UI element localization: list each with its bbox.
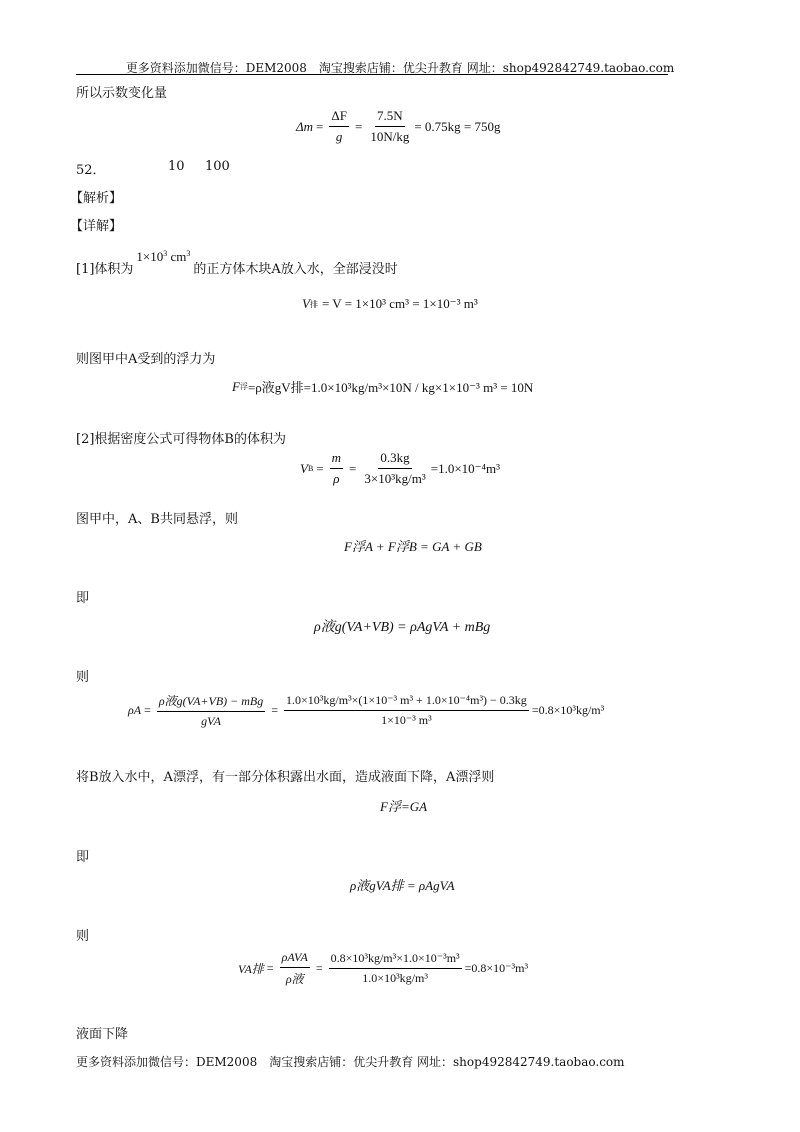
equation-3: F 浮 =ρ液gV排=1.0×10³kg/m³×10N / kg×1×10⁻³ m³ = 10N — [232, 378, 534, 395]
eq7-fraction-2: $\frac{\text{1.0×10³kg/m³×(1×10⁻³ m³ + 1.0×10⁻⁴m³) − 0.3kg}}{\text{1×10⁻³ m³}}$ — [286, 693, 527, 727]
equation-4: V B = $\frac{m}{\rho}$ = $\frac{0.3kg}{\text{3×10³kg/m³}}$ =1.0×10⁻⁴m³ — [300, 450, 501, 486]
eq1-fraction-1: $\frac{\Delta F}{g}$ — [331, 108, 347, 144]
equation-10: VA排 = $\frac{\text{ρAVA}}{\text{ρ液}}$ = $\frac{\text{0.8×10³kg/m³×1.0×10⁻³m³}}{\text{1.0×10³kg/m³}}$ =0.8×10⁻³m³ — [238, 950, 529, 986]
page-header: 更多资料添加微信号：DEM2008 淘宝搜索店铺：优尖升教育 网址：shop492842749.taobao.com — [125, 61, 675, 75]
eq1-fraction-2: $\frac{7.5N}{10N/kg}$ — [370, 108, 410, 144]
equation-2: V 排 = V = 1×10³ cm³ = 1×10⁻³ m³ — [302, 296, 478, 311]
paragraph-10: 液面下降 — [76, 1027, 129, 1042]
detail-label: 【详解】 — [70, 219, 123, 234]
eq10-fraction-2: $\frac{\text{0.8×10³kg/m³×1.0×10⁻³m³}}{\text{1.0×10³kg/m³}}$ — [330, 951, 460, 985]
page-footer: 更多资料添加微信号：DEM2008 淘宝搜索店铺：优尖升教育 网址：shop492842749.taobao.com — [76, 1055, 625, 1069]
analysis-label: 【解析】 — [70, 191, 123, 206]
paragraph-5: 即 — [76, 591, 90, 606]
text-line-1: 所以示数变化量 — [76, 86, 168, 101]
paragraph-3: [2]根据密度公式可得物体B的体积为 — [76, 432, 286, 447]
eq1-lhs: Δm — [296, 118, 314, 134]
paragraph-7: 将B放入水中，A漂浮，有一部分体积露出水面，造成液面下降，A漂浮则 — [76, 770, 495, 785]
header-rule — [76, 74, 668, 75]
question-number: 52． — [76, 163, 106, 178]
equation-9: ρ液gVA排 = ρAgVA — [350, 878, 455, 893]
answer-1: 10 — [168, 159, 185, 174]
eq1-result: = 0.75kg = 750g — [414, 118, 501, 134]
eq4-fraction-2: $\frac{0.3kg}{\text{3×10³kg/m³}}$ — [364, 450, 426, 486]
paragraph-4: 图甲中，A、B共同悬浮，则 — [76, 512, 238, 527]
equation-5: F浮A + F浮B = GA + GB — [344, 539, 482, 554]
paragraph-6: 则 — [76, 670, 90, 685]
eq7-fraction-1: $\frac{\text{ρ液g(VA+VB) − mBg}}{\text{gVA}}$ — [158, 694, 264, 728]
eq10-fraction-1: $\frac{\text{ρAVA}}{\text{ρ液}}$ — [281, 950, 308, 986]
paragraph-8: 即 — [76, 850, 90, 865]
answer-2: 100 — [205, 159, 230, 174]
equation-8: F浮=GA — [380, 799, 428, 814]
paragraph-2: 则图甲中A受到的浮力为 — [76, 352, 216, 367]
paragraph-9: 则 — [76, 929, 90, 944]
volume-value: $1\times 10^3$ $cm^3$ — [136, 249, 191, 264]
paragraph-1: [1]体积为 $1\times 10^3$ $cm^3$ 的正方体木块A放入水，全部浸没时 — [76, 249, 398, 277]
equation-7: ρA = $\frac{\text{ρ液g(VA+VB) − mBg}}{\text{gVA}}$ = $\frac{\text{1.0×10³kg/m³×(1×10⁻³ m³ + 1.0×10⁻⁴m³) − 0.3kg}}{\text{1×10⁻³ m³}}$ =0.8×10³kg/m³ — [128, 693, 605, 728]
eq4-fraction-1: $\frac{m}{\rho}$ — [331, 450, 342, 486]
equation-1: Δm = $\frac{\Delta F}{g}$ = $\frac{7.5N}{10N/kg}$ = 0.75kg = 750g — [296, 108, 501, 144]
equation-6: ρ液g(VA+VB) = ρAgVA + mBg — [314, 620, 491, 635]
